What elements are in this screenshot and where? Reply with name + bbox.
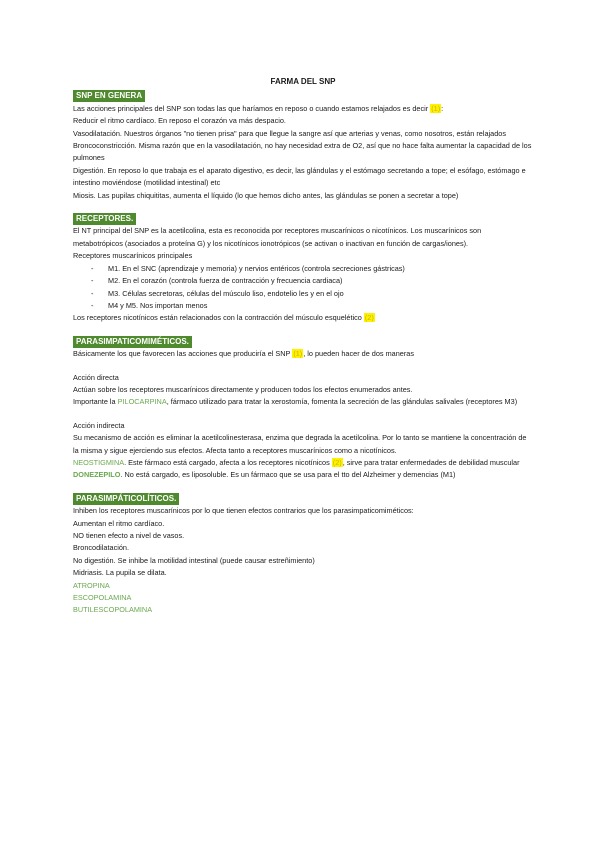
effect-heart-rate: Aumentan el ritmo cardíaco. [73,518,165,528]
snp-effect-vasodilation: Vasodilatación. Nuestros órganos "no tienen prisa" para que llegue la sangre así que arterias y venas, como nosotros, están relajados [73,128,506,138]
note-mark-1: (1) [431,103,441,113]
section-receptores [73,213,533,325]
parasimpaticomimeticos-intro: Básicamente los que favorecen las acciones que produciría el SNP (1), lo pueden hacer de dos maneras [73,349,414,359]
section-header-parasimpaticomimeticos: PARASIMPATICOMIMÉTICOS. [73,336,192,348]
snp-effect-heart: Reducir el ritmo cardíaco. En reposo el corazón va más despacio. [73,116,286,126]
document-body [73,76,533,617]
receptores-intro: El NT principal del SNP es la acetilcolina, esta es reconocida por receptores muscarínicos o nicotínicos. Los muscarínicos son metabotrópicos (asociados a proteína G) y los nicotínicos ionotrópicos (se activan o inactivan en función de cargas/iones). [73,226,482,248]
effect-no-digestion: No digestión. Se inhibe la motilidad intestinal (puede causar estreñimiento) [73,555,315,565]
receptores-subtitle: Receptores muscarínicos principales [73,251,193,261]
drug-name-neostigmina: NEOSTIGMINA [73,457,125,467]
note-mark-2: (2) [332,457,342,467]
drug-name-atropina: ATROPINA [73,580,110,590]
drug-name-donezepilo: DONEZEPILO [73,470,121,480]
paragraph-gap [73,409,533,420]
document-title: FARMA DEL SNP [270,77,336,86]
direct-action-text: Actúan sobre los receptores muscarínicos directamente y producen todos los efectos enumerados antes. [73,384,413,394]
section-header-receptores: RECEPTORES. [73,213,136,225]
paragraph-gap [73,361,533,372]
effect-mydriasis: Midriasis. La pupila se dilata. [73,568,167,578]
drug-name-escopolamina: ESCOPOLAMINA [73,593,132,603]
drug-name-pilocarpina: PILOCARPINA [117,397,167,407]
note-mark-1: (1) [293,349,303,359]
drug-name-butilescopolamina: BUTILESCOPOLAMINA [73,605,153,615]
snp-effect-digestion: Digestión. En reposo lo que trabaja es el aparato digestivo, es decir, las glándulas y el estómago secretando a tope; el esófago, estómago e intestino moviéndose (motilidad intestinal) etc [73,165,526,188]
section-snp-general [73,90,533,202]
list-item: - M3. Células secretoras, células del músculo liso, endotelio les y en el ojo [91,288,533,300]
snp-intro: Las acciones principales del SNP son todas las que haríamos en reposo o cuando estamos relajados es decir (1): [73,103,444,113]
section-gap [73,482,533,493]
indirect-action-text: Su mecanismo de acción es eliminar la acetilcolinesterasa, enzima que degrada la acetilcolina. Por lo tanto se mantiene la concentración de la misma y sigue ejerciendo sus efectos. Afecta tanto a receptores muscarínicos como a nicotínicos. [73,433,527,455]
list-item: - M1. En el SNC (aprendizaje y memoria) y nervios entéricos (controla secreciones gástricas) [91,263,533,275]
snp-effect-miosis: Miosis. Las pupilas chiquititas, aumenta el líquido (lo que hemos dicho antes, las glándulas se ponen a secretar a tope) [73,190,459,200]
list-item: - M4 y M5. Nos importan menos [91,300,533,312]
donezepilo-text: DONEZEPILO. No está cargado, es liposoluble. Es un fármaco que se usa para el tto del Alzheimer y demencias (M1) [73,470,456,480]
effect-vessels: NO tienen efecto a nivel de vasos. [73,531,185,540]
snp-effect-bronchoconstriction: Broncoconstricción. Misma razón que en la vasodilatación, no hay necesidad extra de O2, así que no hace falta aumentar la capacidad de los pulmones [73,141,532,163]
nicotinic-note: Los receptores nicotínicos están relacionados con la contracción del músculo esquelético (2) [73,313,374,323]
section-gap [73,325,533,336]
direct-action-title: Acción directa [73,372,119,382]
muscarinic-list [73,263,533,313]
parasimpaticoliticos-intro: Inhiben los receptores muscarínicos por lo que tienen efectos contrarios que los parasimpaticomiméticos: [73,506,414,516]
list-item: - M2. En el corazón (controla fuerza de contracción y frecuencia cardiaca) [91,275,533,287]
section-header-snp: SNP EN GENERA [73,90,145,102]
note-mark-2: (2) [364,313,374,323]
indirect-action-title: Acción indirecta [73,420,125,430]
pilocarpina-text: Importante la PILOCARPINA, fármaco utilizado para tratar la xerostomía, fomenta la secreción de las glándulas salivales (receptores M3) [73,397,518,407]
section-parasimpaticoliticos [73,493,533,617]
section-gap [73,202,533,213]
neostigmina-text: NEOSTIGMINA. Este fármaco está cargado, afecta a los receptores nicotínicos (2), sirve para tratar enfermedades de debilidad muscular [73,457,520,467]
effect-bronchodilation: Broncodilatación. [73,543,129,553]
section-header-parasimpaticoliticos: PARASIMPÁTICOLÍTICOS. [73,493,179,505]
section-parasimpaticomimeticos [73,336,533,482]
